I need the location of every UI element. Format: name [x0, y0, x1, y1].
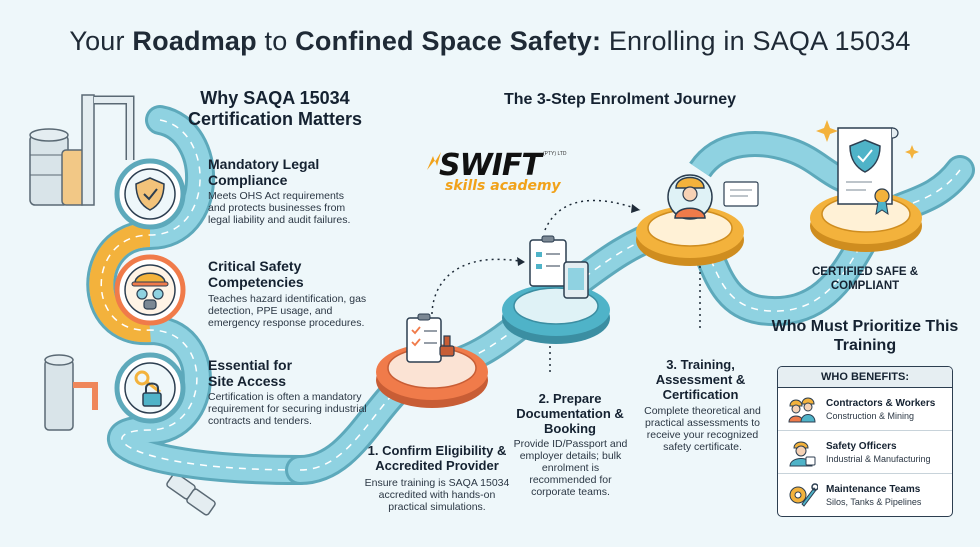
audience-heading: Who Must Prioritize This Training: [771, 318, 959, 354]
logo-name: SWIFT: [439, 148, 541, 183]
why-item-desc-3: Certification is often a mandatory requirement for securing industrial contracts and tenders.: [208, 391, 367, 427]
step-1-title: 1. Confirm Eligibility & Accredited Provider: [367, 443, 507, 473]
benefit-row-safety-officers: [778, 431, 952, 474]
step-2-platform: [502, 284, 610, 344]
page-title: Your Roadmap to Confined Space Safety: Enrolling in SAQA 15034: [69, 26, 911, 56]
swift-logo: [425, 148, 575, 200]
final-certified-label: CERTIFIED SAFE & COMPLIANT: [811, 266, 919, 292]
why-item-title-2: Critical Safety Competencies: [208, 258, 304, 290]
journey-heading: The 3-Step Enrolment Journey: [503, 91, 737, 108]
benefits-table-header: WHO BENEFITS:: [778, 367, 952, 388]
benefit-title: Safety Officers: [826, 441, 897, 452]
benefit-title: Maintenance Teams: [826, 484, 921, 495]
workers-icon: [786, 394, 818, 424]
safety-officer-icon: [786, 437, 818, 467]
step-1-desc: Ensure training is SAQA 15034 accredited with hands-on practical simulations.: [364, 477, 510, 513]
why-item-title-1: Mandatory Legal Compliance: [208, 156, 320, 188]
step-3-desc: Complete theoretical and practical assessments to receive your recognized safety certificate.: [644, 405, 761, 453]
wrench-gear-icon: [786, 480, 818, 510]
logo-sub: skills academy: [445, 178, 561, 194]
step-2-title: 2. Prepare Documentation & Booking: [516, 391, 624, 436]
benefits-table: [777, 366, 953, 517]
step-2-desc: Provide ID/Passport and employer details; bulk enrolment is recommended for corporate teams.: [513, 438, 628, 498]
why-item-desc-1: Meets OHS Act requirements and protects businesses from legal liability and audit failures.: [208, 190, 351, 226]
benefit-sub: Silos, Tanks & Pipelines: [826, 497, 922, 507]
logo-tag: (PTY) LTD: [543, 151, 567, 157]
why-item-desc-2: Teaches hazard identification, gas detection, PPE usage, and emergency response procedures.: [208, 293, 367, 329]
step-3-title: 3. Training, Assessment & Certification: [655, 357, 746, 402]
why-heading: Why SAQA 15034 Certification Matters: [187, 88, 363, 129]
benefit-row-contractors: [778, 388, 952, 431]
benefit-sub: Construction & Mining: [826, 411, 915, 421]
why-item-title-3: Essential for Site Access: [208, 357, 293, 389]
benefit-title: Contractors & Workers: [826, 398, 936, 409]
benefit-sub: Industrial & Manufacturing: [826, 454, 931, 464]
benefit-row-maintenance: [778, 474, 952, 516]
clipboard-stamp-icon: [407, 314, 454, 362]
